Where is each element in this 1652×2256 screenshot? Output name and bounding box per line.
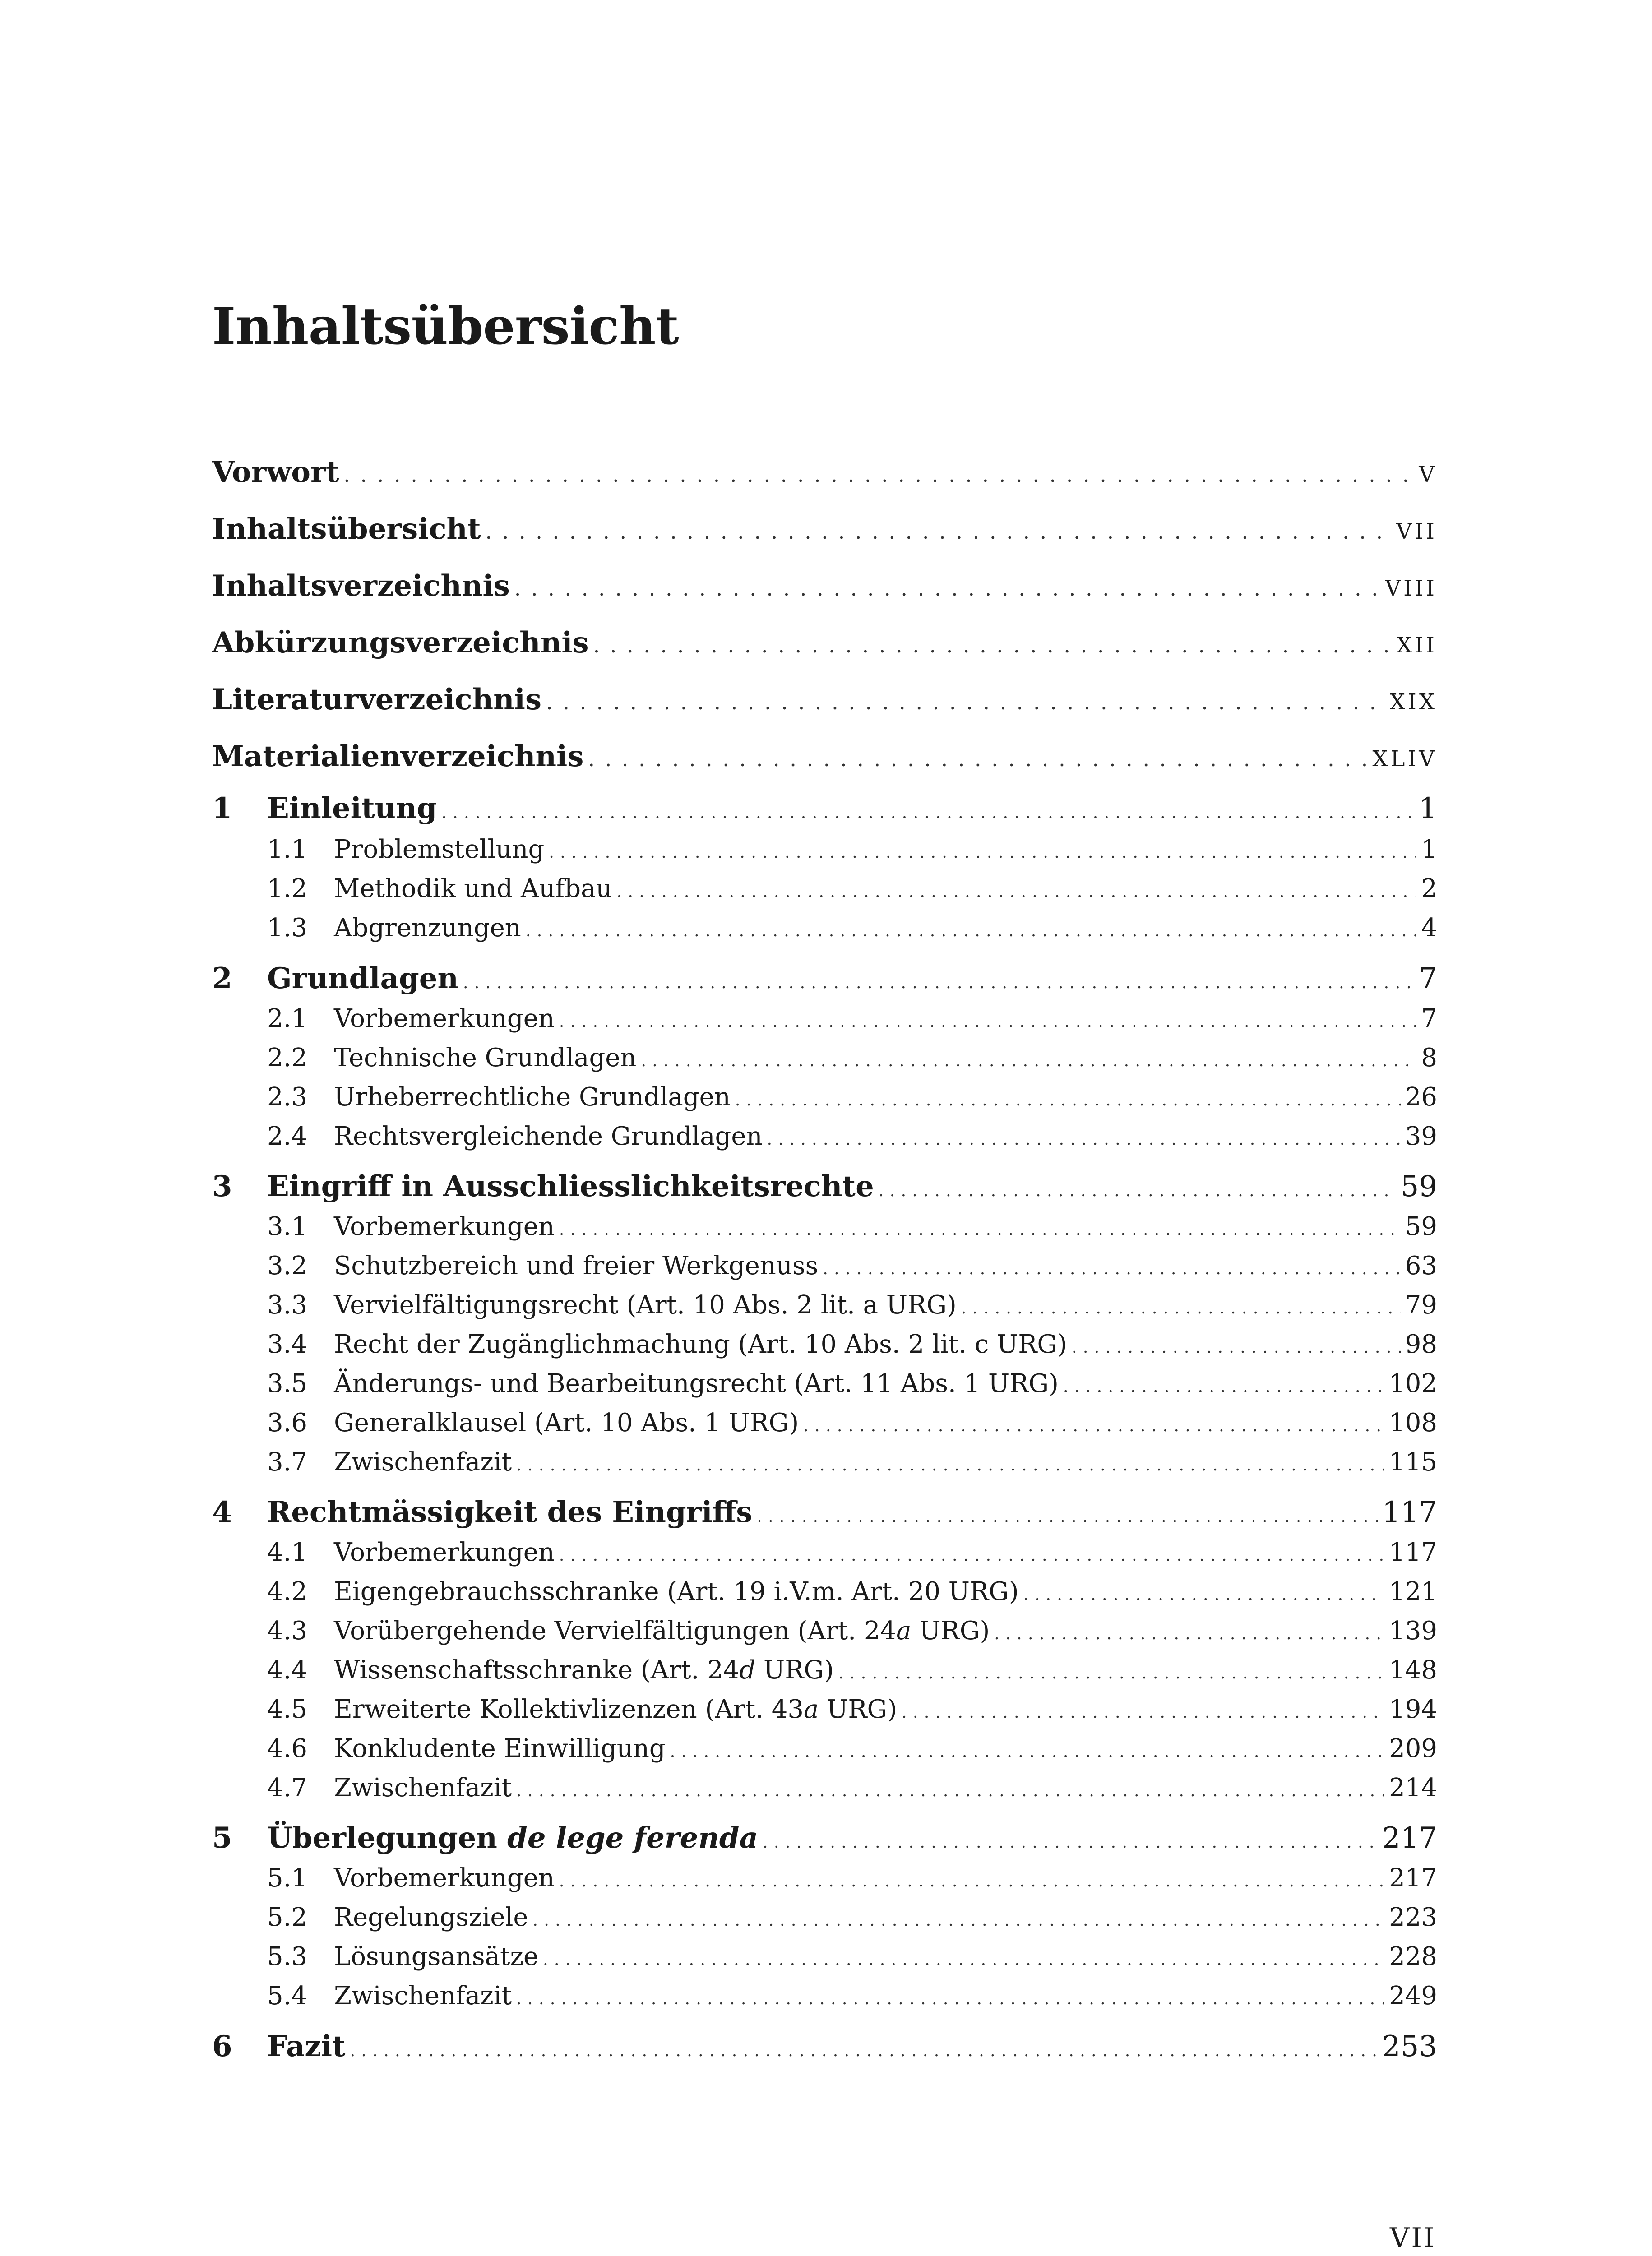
toc-entry-materialienverzeichnis[interactable] xyxy=(212,740,1437,773)
chapter-page: 217 xyxy=(1382,1821,1437,1855)
toc-entry-inhaltsverzeichnis[interactable] xyxy=(212,569,1437,603)
section-number: 1.3 xyxy=(267,913,308,943)
toc-section[interactable] xyxy=(212,1903,1437,1932)
label-italic: de lege ferenda xyxy=(507,1821,759,1855)
section-number: 1.2 xyxy=(267,874,308,903)
section-label: Vorbemerkungen xyxy=(334,1863,555,1893)
toc-chapter[interactable] xyxy=(212,791,1437,825)
toc-entry-page: XLIV xyxy=(1372,746,1437,772)
toc-section[interactable] xyxy=(212,835,1437,864)
toc-section[interactable] xyxy=(212,1616,1437,1646)
dot-leader xyxy=(902,1695,1384,1724)
toc-section[interactable] xyxy=(212,1942,1437,1971)
section-page: 98 xyxy=(1405,1330,1437,1359)
toc-section[interactable] xyxy=(212,1082,1437,1112)
page-number: VII xyxy=(1390,2222,1436,2254)
section-page: 4 xyxy=(1421,913,1437,943)
toc-section[interactable] xyxy=(212,1577,1437,1606)
dot-leader xyxy=(1063,1369,1384,1398)
toc-entry-label: Inhaltsverzeichnis xyxy=(212,569,510,603)
toc-section[interactable] xyxy=(212,874,1437,903)
toc-section[interactable] xyxy=(212,1122,1437,1151)
chapter-label: Eingriff in Ausschliesslichkeitsrechte xyxy=(267,1170,874,1203)
dot-leader xyxy=(593,626,1392,660)
dot-leader xyxy=(514,569,1381,603)
toc-entry-page: XIX xyxy=(1389,689,1437,715)
dot-leader xyxy=(763,1821,1378,1855)
toc-entry-literaturverzeichnis[interactable] xyxy=(212,683,1437,717)
section-label: Vervielfältigungsrecht (Art. 10 Abs. 2 lit. a URG) xyxy=(334,1290,957,1320)
toc-entry-label: Literaturverzeichnis xyxy=(212,683,541,717)
section-label: Vorbemerkungen xyxy=(334,1004,555,1033)
section-number: 3.7 xyxy=(267,1447,308,1477)
toc-entry-vorwort[interactable] xyxy=(212,455,1437,489)
section-number: 5.4 xyxy=(267,1981,308,2011)
section-page: 79 xyxy=(1405,1290,1437,1320)
section-label: Eigengebrauchsschranke (Art. 19 i.V.m. Art. 20 URG) xyxy=(334,1577,1019,1606)
toc-section[interactable] xyxy=(212,1369,1437,1398)
chapter-label: Rechtmässigkeit des Eingriffs xyxy=(267,1495,753,1529)
chapter-page: 117 xyxy=(1382,1496,1437,1529)
toc-section[interactable] xyxy=(212,1212,1437,1241)
toc-chapter[interactable] xyxy=(212,1821,1437,1855)
section-label: Vorbemerkungen xyxy=(334,1212,555,1241)
section-label xyxy=(334,1695,897,1724)
section-label: Änderungs- und Bearbeitungsrecht (Art. 11 Abs. 1 URG) xyxy=(334,1369,1059,1398)
dot-leader xyxy=(961,1290,1401,1320)
section-page: 2 xyxy=(1421,874,1437,903)
section-number: 4.1 xyxy=(267,1538,308,1567)
toc-section[interactable] xyxy=(212,1290,1437,1320)
section-page: 117 xyxy=(1389,1538,1437,1567)
dot-leader xyxy=(546,683,1385,717)
label-text: Erweiterte Kollektivlizenzen (Art. 43 xyxy=(334,1695,804,1724)
section-number: 3.2 xyxy=(267,1251,308,1281)
label-text: Wissenschaftsschranke (Art. 24 xyxy=(334,1655,740,1685)
chapter-page: 1 xyxy=(1419,792,1437,825)
toc-section[interactable] xyxy=(212,1981,1437,2011)
section-label: Zwischenfazit xyxy=(334,1447,512,1477)
section-number: 2.3 xyxy=(267,1082,308,1112)
section-page: 194 xyxy=(1389,1695,1437,1724)
section-label: Technische Grundlagen xyxy=(334,1043,637,1073)
toc-section[interactable] xyxy=(212,1330,1437,1359)
chapter-page: 7 xyxy=(1419,962,1437,995)
section-page: 214 xyxy=(1389,1773,1437,1803)
dot-leader xyxy=(735,1082,1401,1112)
toc-section[interactable] xyxy=(212,1863,1437,1893)
label-text: URG) xyxy=(819,1695,898,1724)
section-number: 2.1 xyxy=(267,1004,308,1033)
page-title: Inhaltsübersicht xyxy=(212,297,679,356)
toc-entry-abkuerzungsverzeichnis[interactable] xyxy=(212,626,1437,660)
section-page: 249 xyxy=(1389,1981,1437,2011)
section-page: 115 xyxy=(1389,1447,1437,1477)
toc-section[interactable] xyxy=(212,1538,1437,1567)
section-page: 223 xyxy=(1389,1903,1437,1932)
section-number: 2.4 xyxy=(267,1122,308,1151)
chapter-label xyxy=(267,1821,758,1855)
section-label: Zwischenfazit xyxy=(334,1981,512,2011)
dot-leader xyxy=(343,456,1414,489)
chapter-label: Grundlagen xyxy=(267,962,458,995)
section-page: 26 xyxy=(1405,1082,1437,1112)
chapter-number: 4 xyxy=(212,1495,232,1529)
section-label: Vorbemerkungen xyxy=(334,1538,555,1567)
dot-leader xyxy=(994,1616,1384,1646)
dot-leader xyxy=(559,1212,1401,1241)
toc-chapter[interactable] xyxy=(212,1170,1437,1203)
section-page: 102 xyxy=(1389,1369,1437,1398)
toc-section[interactable] xyxy=(212,1773,1437,1803)
toc-chapter[interactable] xyxy=(212,962,1437,995)
toc-section[interactable] xyxy=(212,913,1437,943)
section-label: Regelungsziele xyxy=(334,1903,528,1932)
toc-section[interactable] xyxy=(212,1408,1437,1438)
section-label: Konkludente Einwilligung xyxy=(334,1734,666,1763)
chapter-page: 59 xyxy=(1400,1170,1437,1203)
toc-section[interactable] xyxy=(212,1447,1437,1477)
dot-leader xyxy=(803,1408,1384,1438)
dot-leader xyxy=(767,1122,1401,1151)
toc-section[interactable] xyxy=(212,1655,1437,1685)
chapter-page: 253 xyxy=(1382,2030,1437,2063)
dot-leader xyxy=(1072,1330,1401,1359)
section-page: 217 xyxy=(1389,1863,1437,1893)
toc-section[interactable] xyxy=(212,1734,1437,1763)
section-number: 5.3 xyxy=(267,1942,308,1971)
section-page: 209 xyxy=(1389,1734,1437,1763)
chapter-label: Fazit xyxy=(267,2029,346,2063)
section-label: Schutzbereich und freier Werkgenuss xyxy=(334,1251,819,1281)
toc-entry-label: Vorwort xyxy=(212,455,339,489)
section-page: 63 xyxy=(1405,1251,1437,1281)
dot-leader xyxy=(617,874,1417,903)
section-number: 3.4 xyxy=(267,1330,308,1359)
section-page: 139 xyxy=(1389,1616,1437,1646)
section-label: Problemstellung xyxy=(334,835,545,864)
dot-leader xyxy=(549,835,1416,864)
section-label: Urheberrechtliche Grundlagen xyxy=(334,1082,731,1112)
label-italic: a xyxy=(803,1695,819,1724)
dot-leader xyxy=(559,1863,1384,1893)
dot-leader xyxy=(823,1251,1400,1281)
toc-entry-label: Abkürzungsverzeichnis xyxy=(212,626,589,660)
dot-leader xyxy=(757,1496,1378,1529)
toc-entry-page: VIII xyxy=(1385,576,1437,601)
label-italic: a xyxy=(896,1616,912,1646)
dot-leader xyxy=(838,1655,1384,1685)
chapter-number: 2 xyxy=(212,962,232,995)
section-number: 5.1 xyxy=(267,1863,308,1893)
toc-entry-inhaltsuebersicht[interactable] xyxy=(212,512,1437,546)
section-page: 39 xyxy=(1405,1122,1437,1151)
toc-entry-label: Inhaltsübersicht xyxy=(212,512,481,546)
section-page: 1 xyxy=(1421,835,1437,864)
section-number: 4.2 xyxy=(267,1577,308,1606)
section-number: 4.6 xyxy=(267,1734,308,1763)
section-number: 2.2 xyxy=(267,1043,308,1073)
section-label: Recht der Zugänglichmachung (Art. 10 Abs. 2 lit. c URG) xyxy=(334,1330,1067,1359)
toc-entry-label: Materialienverzeichnis xyxy=(212,740,584,773)
section-label: Rechtsvergleichende Grundlagen xyxy=(334,1122,763,1151)
chapter-number: 6 xyxy=(212,2029,232,2063)
dot-leader xyxy=(533,1903,1385,1932)
section-page: 108 xyxy=(1389,1408,1437,1438)
section-label xyxy=(334,1655,834,1685)
section-page: 228 xyxy=(1389,1942,1437,1971)
toc-chapter[interactable] xyxy=(212,2029,1437,2063)
section-number: 1.1 xyxy=(267,835,308,864)
label-text: Überlegungen xyxy=(267,1821,508,1855)
label-text: Vorübergehende Vervielfältigungen (Art. 24 xyxy=(334,1616,897,1646)
dot-leader xyxy=(486,513,1392,546)
section-number: 3.1 xyxy=(267,1212,308,1241)
section-page: 7 xyxy=(1421,1004,1437,1033)
section-label: Generalklausel (Art. 10 Abs. 1 URG) xyxy=(334,1408,799,1438)
dot-leader xyxy=(641,1043,1417,1073)
dot-leader xyxy=(670,1734,1384,1763)
section-page: 121 xyxy=(1389,1577,1437,1606)
toc-section[interactable] xyxy=(212,1251,1437,1281)
section-number: 4.5 xyxy=(267,1695,308,1724)
section-number: 4.7 xyxy=(267,1773,308,1803)
dot-leader xyxy=(463,962,1414,995)
label-text: URG) xyxy=(911,1616,990,1646)
section-page: 8 xyxy=(1421,1043,1437,1073)
section-number: 3.3 xyxy=(267,1290,308,1320)
section-label: Methodik und Aufbau xyxy=(334,874,612,903)
toc-section[interactable] xyxy=(212,1043,1437,1073)
section-page: 59 xyxy=(1405,1212,1437,1241)
dot-leader xyxy=(559,1004,1416,1033)
dot-leader xyxy=(516,1981,1384,2011)
chapter-number: 5 xyxy=(212,1821,232,1855)
toc-entry-page: V xyxy=(1419,462,1437,487)
label-italic: d xyxy=(739,1655,756,1685)
toc-entry-page: XII xyxy=(1396,633,1437,658)
section-page: 148 xyxy=(1389,1655,1437,1685)
dot-leader xyxy=(441,792,1414,825)
dot-leader xyxy=(588,740,1368,773)
toc-section[interactable] xyxy=(212,1695,1437,1724)
dot-leader xyxy=(543,1942,1384,1971)
chapter-number: 3 xyxy=(212,1170,232,1203)
section-number: 3.5 xyxy=(267,1369,308,1398)
section-label xyxy=(334,1616,990,1646)
section-label: Abgrenzungen xyxy=(334,913,521,943)
dot-leader xyxy=(1023,1577,1384,1606)
chapter-number: 1 xyxy=(212,791,232,825)
section-label: Lösungsansätze xyxy=(334,1942,539,1971)
section-number: 4.3 xyxy=(267,1616,308,1646)
dot-leader xyxy=(526,913,1417,943)
dot-leader xyxy=(516,1447,1384,1477)
toc-entry-page: VII xyxy=(1396,519,1437,544)
toc-section[interactable] xyxy=(212,1004,1437,1033)
dot-leader xyxy=(559,1538,1384,1567)
dot-leader xyxy=(516,1773,1384,1803)
label-text: URG) xyxy=(755,1655,834,1685)
section-number: 4.4 xyxy=(267,1655,308,1685)
section-label: Zwischenfazit xyxy=(334,1773,512,1803)
dot-leader xyxy=(350,2030,1378,2063)
section-number: 5.2 xyxy=(267,1903,308,1932)
chapter-label: Einleitung xyxy=(267,791,437,825)
section-number: 3.6 xyxy=(267,1408,308,1438)
toc-chapter[interactable] xyxy=(212,1495,1437,1529)
dot-leader xyxy=(879,1170,1396,1203)
